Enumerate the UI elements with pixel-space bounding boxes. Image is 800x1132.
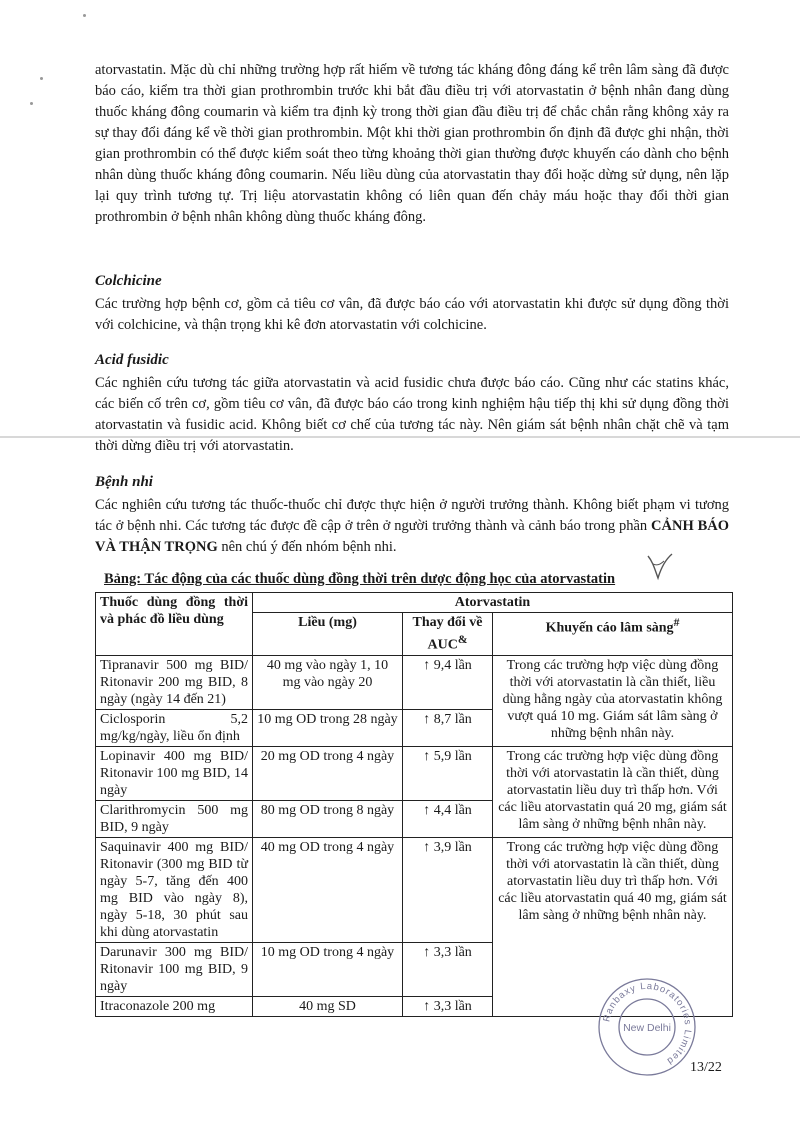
cell-drug: Darunavir 300 mg BID/ Ritonavir 100 mg BID, 9 ngày [96,942,253,996]
section-body-benh-nhi [95,495,729,558]
intro-paragraph: atorvastatin. Mặc dù chỉ những trường hợp rất hiếm về tương tác kháng đông đáng kể trên lâm sàng đã được báo cáo, kiểm tra thời gian prothrombin trước khi bắt đầu điều trị với atorvastatin ở bệnh nhân đang dùng thuốc kháng đông coumarin và kiểm tra định kỳ trong thời gian đầu điều trị để chắc chắn rằng không xảy ra sự thay đổi đáng kể về thời gian prothrombin. Một khi thời gian prothrombin ổn định đã được ghi nhận, thời gian prothrombin có thể được kiểm soát theo từng khoảng thời gian thường được khuyến cáo dành cho bệnh nhân dùng thuốc kháng đông coumarin. Nếu liều dùng của atorvastatin thay đổi hoặc dừng sử dụng, nên lặp lại quy trình tương tự. Trị liệu atorvastatin không có liên quan đến chảy máu hoặc thay đổi thời gian prothrombin ở bệnh nhân không dùng thuốc kháng đông. [95,62,729,225]
header-atorvastatin: Atorvastatin [253,593,733,613]
section-body-colchicine: Các trường hợp bệnh cơ, gồm cả tiêu cơ vân, đã được báo cáo với atorvastatin khi được sử dụng đồng thời với colchicine, và thận trọng khi kê đơn atorvastatin với colchicine. [95,296,729,333]
cell-dose: 20 mg OD trong 4 ngày [253,746,403,800]
scan-speck [40,77,43,80]
cell-auc: ↑ 5,9 lần [403,746,493,800]
cell-drug: Saquinavir 400 mg BID/ Ritonavir (300 mg BID từ ngày 5-7, tăng đến 400 mg BID vào ngày 8), ngày 5-18, 30 phút sau khi dùng atorvastatin [96,837,253,942]
scan-artifact-line [0,436,800,438]
cell-auc: ↑ 4,4 lần [403,800,493,837]
header-auc-label: Thay đổi về AUC [412,615,483,653]
scan-speck [30,102,33,105]
body-bold-reference: CẢNH BÁO VÀ THẬN TRỌNG [95,518,729,555]
section-heading-acid-fusidic: Acid fusidic [95,352,169,368]
body-text: Các nghiên cứu tương tác thuốc-thuốc chỉ được thực hiện ở người trưởng thành. Không biết phạm vi tương tác ở bệnh nhi. Các tương tác được đề cập ở trên ở người trưởng thành và cảnh báo trong phần [95,497,729,534]
cell-auc: ↑ 3,9 lần [403,837,493,942]
cell-recommendation: Trong các trường hợp việc dùng đồng thời với atorvastatin là cần thiết, dùng atorvastatin liều duy trì thấp hơn. Với các liều atorvastatin quá 40 mg, giám sát lâm sàng ở những bệnh nhân này. [493,837,733,1016]
header-auc [403,613,493,656]
cell-drug: Itraconazole 200 mg [96,996,253,1016]
section-heading-colchicine: Colchicine [95,273,162,289]
cell-drug: Lopinavir 400 mg BID/ Ritonavir 100 mg BID, 14 ngày [96,746,253,800]
section-heading-benh-nhi: Bệnh nhi [95,474,153,490]
page-number: 13/22 [690,1060,722,1075]
header-dose: Liều (mg) [253,613,403,656]
signature-mark-icon [645,552,675,582]
cell-drug: Ciclosporin 5,2 mg/kg/ngày, liều ổn định [96,709,253,746]
table-row [96,746,733,800]
stamp-company-path: Ranbaxy Laboratories Limited [601,980,694,1067]
header-auc-footnote: & [457,633,468,646]
header-rec-footnote: # [673,616,680,629]
scan-speck [83,14,86,17]
cell-auc: ↑ 3,3 lần [403,996,493,1016]
header-recommendation [493,613,733,656]
body-text: nên chú ý đến nhóm bệnh nhi. [217,539,397,555]
cell-drug: Tipranavir 500 mg BID/ Ritonavir 200 mg BID, 8 ngày (ngày 14 đến 21) [96,655,253,709]
cell-auc: ↑ 8,7 lần [403,709,493,746]
cell-recommendation: Trong các trường hợp việc dùng đồng thời với atorvastatin là cần thiết, dùng atorvastatin liều duy trì thấp hơn. Với các liều atorvastatin quá 20 mg, giám sát lâm sàng ở những bệnh nhân này. [493,746,733,837]
header-drug: Thuốc dùng đồng thời và phác đồ liều dùng [96,593,253,656]
cell-auc: ↑ 3,3 lần [403,942,493,996]
table-row [96,837,733,942]
interaction-table [95,592,733,1017]
cell-dose: 40 mg vào ngày 1, 10 mg vào ngày 20 [253,655,403,709]
cell-dose: 10 mg OD trong 4 ngày [253,942,403,996]
table-row [96,655,733,709]
cell-dose: 40 mg SD [253,996,403,1016]
cell-auc: ↑ 9,4 lần [403,655,493,709]
table-caption: Bảng: Tác động của các thuốc dùng đồng thời trên dược động học của atorvastatin [104,571,616,587]
stamp-city: New Delhi [623,1022,671,1034]
header-rec-label: Khuyến cáo lâm sàng [545,620,674,636]
table-header-row [96,593,733,613]
cell-dose: 80 mg OD trong 8 ngày [253,800,403,837]
cell-dose: 10 mg OD trong 28 ngày [253,709,403,746]
cell-dose: 40 mg OD trong 4 ngày [253,837,403,942]
company-stamp-icon [595,975,700,1080]
cell-drug: Clarithromycin 500 mg BID, 9 ngày [96,800,253,837]
section-body-acid-fusidic: Các nghiên cứu tương tác giữa atorvastatin và acid fusidic chưa được báo cáo. Cũng như các statins khác, các biến cố trên cơ, gồm tiêu cơ vân, đã được báo cáo trong kinh nghiệm hậu tiếp thị khi sử dụng đồng thời atorvastatin và fusidic acid. Không biết cơ chế của tương tác này. Nên giám sát bệnh nhân chặt chẽ và tạm thời dừng điều trị với atorvastatin. [95,375,729,454]
cell-recommendation: Trong các trường hợp việc dùng đồng thời với atorvastatin là cần thiết, liều dùng hằng ngày của atorvastatin không vượt quá 10 mg. Giám sát lâm sàng ở những bệnh nhân này. [493,655,733,746]
